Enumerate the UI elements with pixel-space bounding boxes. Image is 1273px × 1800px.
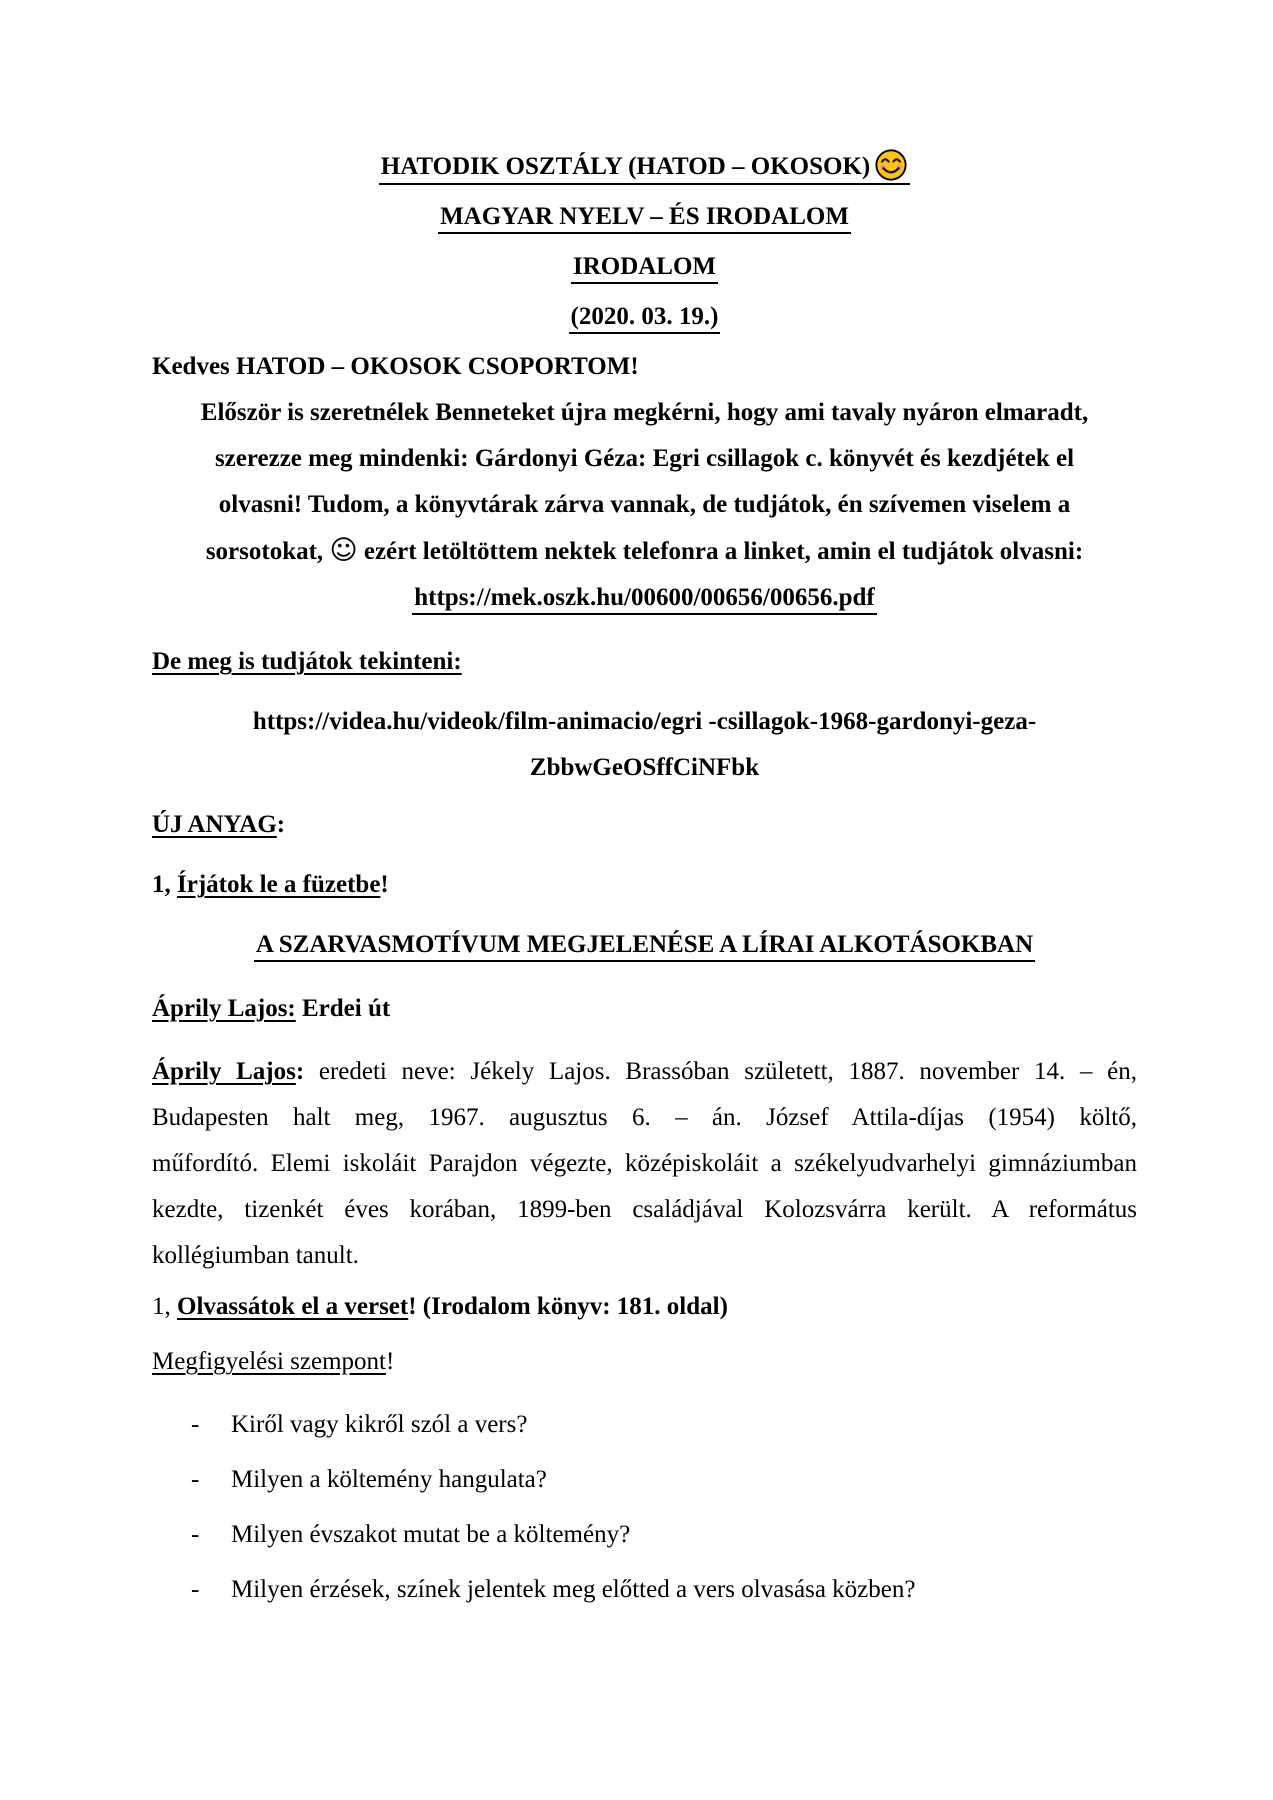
question-text: Milyen érzések, színek jelentek meg előtted a vers olvasása közben? — [231, 1576, 916, 1603]
poem-title: Erdei út — [295, 995, 391, 1022]
greeting-line: Kedves HATOD – OKOSOK CSOPORTOM! — [152, 353, 639, 380]
bullet-marker: - — [191, 1411, 200, 1438]
pdf-link-line — [152, 575, 1137, 621]
intro-line-4-post: ezért letöltöttem nektek telefonra a linket, amin el tudjátok olvasni: — [357, 538, 1084, 565]
poem-author: Áprily Lajos: — [152, 995, 296, 1022]
new-material-colon: : — [276, 811, 286, 838]
observation-heading — [152, 1339, 1137, 1385]
watch-heading-text: De meg is tudjátok tekinteni: — [152, 648, 462, 675]
bio-author-colon: : — [295, 1058, 305, 1085]
title-text-4: (2020. 03. 19.) — [569, 303, 721, 334]
intro-line-2: szerezze meg mindenki: Gárdonyi Géza: Egri csillagok c. könyvét és kezdjétek el — [214, 445, 1075, 472]
task-read-rest: (Irodalom könyv: 181. oldal) — [422, 1293, 728, 1320]
question-item — [152, 1402, 1137, 1448]
intro-line-3: olvasni! Tudom, a könyvtárak zárva vannak, de tudjátok, én szívemen viselem a — [218, 491, 1071, 518]
bio-line-5: kollégiumban tanult. — [152, 1242, 359, 1269]
bio-author-underlined: Áprily Lajos — [152, 1058, 296, 1085]
question-list — [152, 1402, 1137, 1613]
observation-suffix: ! — [385, 1348, 395, 1375]
document-title-line-4 — [152, 294, 1137, 340]
question-text: Milyen évszakot mutat be a költemény? — [231, 1521, 631, 1548]
task-write-prefix: 1, — [152, 871, 177, 898]
lesson-title-line — [152, 922, 1137, 968]
intro-line-4-pre: sorsotokat, — [205, 538, 330, 565]
bio-paragraph — [152, 1049, 1137, 1279]
video-link-block — [152, 699, 1137, 791]
document-title-line-2 — [152, 194, 1137, 240]
intro-paragraph — [152, 390, 1137, 575]
task-write-line — [152, 862, 1137, 908]
task-write-underlined: Írjátok le a füzetbe — [177, 871, 381, 898]
bullet-marker: - — [191, 1466, 200, 1493]
watch-heading — [152, 639, 1137, 685]
question-text: Milyen a költemény hangulata? — [231, 1466, 547, 1493]
task-read-prefix: 1, — [152, 1293, 177, 1320]
lesson-title-text: A SZARVASMOTÍVUM MEGJELENÉSE A LÍRAI ALKOTÁSOKBAN — [254, 931, 1035, 962]
bio-line-4: kezdte, tizenkét éves korában, 1899-ben családjával Kolozsvárra került. A református — [152, 1196, 1137, 1223]
smiling-emoji-icon — [874, 148, 908, 182]
bio-line-1-rest: eredeti neve: Jékely Lajos. Brassóban született, 1887. november 14. – én, — [304, 1058, 1137, 1085]
bullet-marker: - — [191, 1576, 200, 1603]
task-read-mid: ! — [408, 1293, 423, 1320]
title-text-2: MAGYAR NYELV – ÉS IRODALOM — [438, 203, 851, 234]
question-item — [152, 1457, 1137, 1503]
title-text-1: HATODIK OSZTÁLY (HATOD – OKOSOK) — [380, 153, 871, 180]
observation-underlined: Megfigyelési szempont — [152, 1348, 386, 1375]
videa-link-line-1[interactable]: https://videa.hu/videok/film-animacio/egri -csillagok-1968-gardonyi-geza- — [252, 708, 1037, 735]
bullet-marker: - — [191, 1521, 200, 1548]
intro-line-4 — [152, 528, 1137, 575]
document-title-line-1 — [152, 144, 1137, 190]
bio-line-2: Budapesten halt meg, 1967. augusztus 6. – án. József Attila-díjas (1954) költő, — [152, 1104, 1137, 1131]
intro-line-1: Először is szeretnélek Benneteket újra megkérni, hogy ami tavaly nyáron elmaradt, — [200, 399, 1089, 426]
question-item — [152, 1512, 1137, 1558]
new-material-heading — [152, 802, 1137, 848]
task-read-underlined: Olvassátok el a verset — [177, 1293, 409, 1320]
title-text-3: IRODALOM — [571, 253, 718, 284]
title-underline-1 — [379, 148, 910, 185]
document-title-line-3 — [152, 244, 1137, 290]
task-read-line — [152, 1284, 1137, 1330]
pdf-link[interactable]: https://mek.oszk.hu/00600/00656/00656.pdf — [412, 584, 877, 615]
question-item — [152, 1567, 1137, 1613]
question-text: Kiről vagy kikről szól a vers? — [231, 1411, 528, 1438]
poem-title-line — [152, 986, 1137, 1032]
bio-line-1 — [152, 1049, 1137, 1095]
new-material-label: ÚJ ANYAG — [152, 811, 277, 838]
smiley-face-icon: ☺ — [329, 535, 358, 566]
task-write-suffix: ! — [380, 871, 389, 898]
videa-link-line-2[interactable]: ZbbwGeOSffCiNFbk — [529, 754, 760, 781]
bio-line-3: műfordító. Elemi iskoláit Parajdon végezte, középiskoláit a székelyudvarhelyi gimnáziumban — [152, 1150, 1137, 1177]
